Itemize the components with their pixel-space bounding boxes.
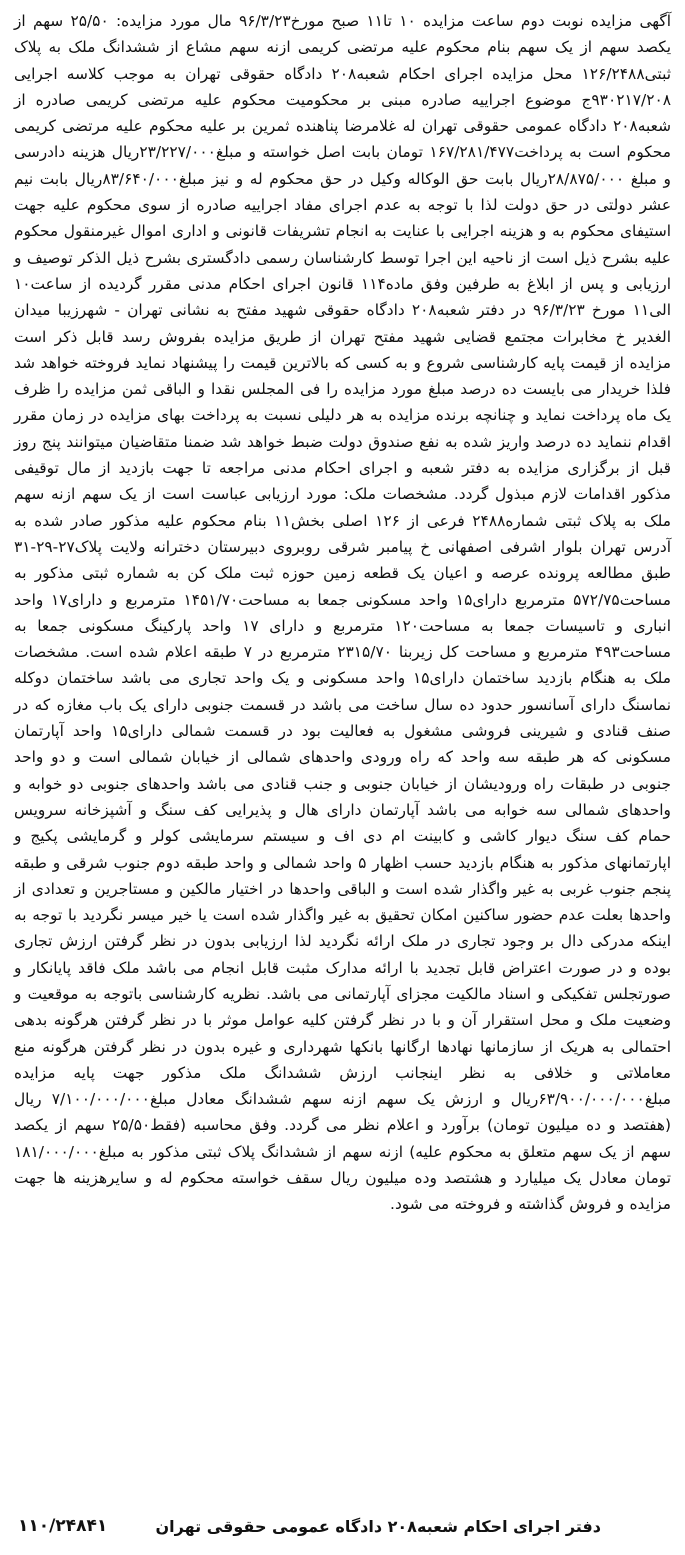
notice-body: آگهی مزایده نوبت دوم ساعت مزایده ۱۰ تا۱۱ صبح مورخ۹۶/۳/۲۳ مال مورد مزایده: ۲۵/۵۰ سهم از یکصد سهم از یک سهم بنام محکوم علیه مرتضی کریمی ازنه سهم مشاع از ششدانگ ملک به پلاک ثبتی۱۲۶/۲۴۸۸ محل مزایده اجرای احکام شعبه۲۰۸ دادگاه حقوقی تهران به موجب کلاسه اجرایی ۹۳۰۲۱۷/۲۰۸ج موضوع اجراییه صادره مبنی بر محکومیت محکوم علیه مرتضی کریمی صادره از شعبه۲۰۸ دادگاه عمومی حقوقی تهران له غلامرضا پناهنده ثمرین بر علیه محکوم علیه مرتضی کریمی محکوم است به پرداخت۱۶۷/۲۸۱/۴۷۷ تومان بابت اصل خواسته و مبلغ۲۳/۲۲۷/۰۰۰ریال هزینه دادرسی و مبلغ ۲۸/۸۷۵/۰۰۰ریال بابت حق الوکاله وکیل در حق محکوم له و نیز مبلغ۸۳/۶۴۰/۰۰۰ریال بابت نیم عشر دولتی در حق دولت لذا با توجه به عدم اجرای مفاد اجراییه صادره از سوی محکوم علیه جهت استیفای محکوم به و هزینه اجرایی با عنایت به انجام تشریفات قانونی و اداری اموال غیرمنقول محکوم علیه بشرح ذیل است از ناحیه این اجرا توسط کارشناسان رسمی دادگستری بشرح ذیل الذکر توصیف و ارزیابی و پس از ابلاغ به طرفین وفق ماده۱۱۴ قانون اجرای احکام مدنی مقرر گردیده از ساعت۱۰ الی۱۱ مورخ ۹۶/۳/۲۳ در دفتر شعبه۲۰۸ دادگاه حقوقی شهید مفتح به نشانی تهران - شهرزیبا میدان الغدیر خ مخابرات مجتمع قضایی شهید مفتح تهران از طریق مزایده بفروش رسد قابل ذکر است مزایده از قیمت پایه کارشناسی شروع و به کسی که بالاترین قیمت را پیشنهاد نماید فروخته خواهد شد فلذا خریدار می بایست ده درصد مبلغ مورد مزایده را فی المجلس نقدا و الباقی ثمن مزایده را ظرف یک ماه پرداخت نماید و چنانچه برنده مزایده به هر دلیلی نسبت به پرداخت بهای مزایده در زمان مقرر اقدام ننماید ده درصد واریز شده به نفع صندوق دولت ضبط خواهد شد ضمنا متقاضیان میتوانند پنج روز قبل از برگزاری مزایده به دفتر شعبه و اجرای احکام مدنی مراجعه تا جهت بازدید از مال توقیفی مذکور اقدامات لازم مبذول گردد. مشخصات ملک: مورد ارزیابی عباست است از یک سهم ازنه سهم ملک به پلاک ثبتی شماره۲۴۸۸ فرعی از ۱۲۶ اصلی بخش۱۱ بنام محکوم علیه مذکور صادر شده به آدرس تهران بلوار اشرفی اصفهانی خ پیامبر شرقی روبروی دبیرستان دخترانه ولایت پلاک۲۷-۲۹-۳۱ طبق مطالعه پرونده عرصه و اعیان یک قطعه زمین حوزه ثبت ملک کن به شماره ثبتی مذکور به مساحت۵۷۲/۷۵ مترمربع دارای۱۵ واحد مسکونی جمعا به مساحت۱۴۵۱/۷۰ مترمربع و دارای۱۷ واحد انباری و تاسیسات جمعا به مساحت۱۲۰ مترمربع و دارای ۱۷ واحد پارکینگ مسکونی جمعا به مساحت۴۹۳ مترمربع و مساحت کل زیربنا ۲۳۱۵/۷۰ مترمربع در ۷ طبقه اعلام شده است. مشخصات ملک به هنگام بازدید ساختمان دارای۱۵ واحد مسکونی و یک واحد تجاری می باشد ساختمان دوکله نماسنگ دارای آسانسور حدود ده سال ساخت می باشد در قسمت جنوبی دارای یک باب مغازه که در صنف قنادی و شیرینی فروشی مشغول به فعالیت بود در قسمت شمالی دارای۱۵ واحد آپارتمان مسکونی که هر طبقه سه واحد که راه ورودی واحدهای شمالی از خیابان شمالی است و دو واحد جنوبی در طبقات راه ورودیشان از خیابان جنوبی و جنب قنادی می باشد واحدهای جنوبی دو خوابه و واحدهای شمالی سه خوابه می باشد آپارتمان دارای هال و پذیرایی کف سنگ و آشپزخانه سرویس حمام کف سنگ دیوار کاشی و کابینت ام دی اف و سیستم سرمایشی کولر و گرمایشی پکیج و اپارتمانهای مذکور به هنگام بازدید حسب اظهار ۵ واحد شمالی و واحد طبقه دوم جنوب شرقی و طبقه پنجم جنوب غربی به غیر واگذار شده است و الباقی واحدها در اختیار مالکین و مستاجرین و تعدادی از واحدها بعلت عدم حضور ساکنین امکان تحقیق به غیر واگذار شده است یا خیر میسر نگردید با توجه به اینکه مدرکی دال بر وجود تجاری در ملک ارائه نگردید لذا ارزیابی بدون در نظر گرفتن ارزش تجاری بوده و در صورت اعتراض قابل تجدید با ارائه مدارک مثبت قابل انجام می باشد ملک فاقد پایانکار و صورتجلس تفکیکی و اسناد مالکیت مجزای آپارتمانی می باشد. نظریه کارشناسی باتوجه به موقعیت و وضعیت ملک و محل استقرار آن و با در نظر گرفتن کلیه عوامل موثر با در نظر گرفتن هرگونه بدهی احتمالی به هریک از سازمانها نهادها ارگانها بانکها شهرداری و غیره بدون در نظر گرفتن هرگونه منع معاملاتی و خلافی به نظر اینجانب ارزش ششدانگ ملک مذکور جهت پایه مزایده مبلغ۶۳/۹۰۰/۰۰۰/۰۰۰ریال و ارزش یک سهم ازنه سهم ششدانگ معادل مبلغ۷/۱۰۰/۰۰۰/۰۰۰ ریال (هفتصد و ده میلیون تومان) برآورد و اعلام نظر می گردد. وفق محاسبه (فقط۲۵/۵۰ سهم از یکصد سهم از یک سهم متعلق به محکوم علیه) ازنه سهم از ششدانگ پلاک ثبتی مذکور به مبلغ۱۸۱/۰۰۰/۰۰۰ تومان معادل یک میلیارد و هشتصد وده میلیون ریال سقف خواسته محکوم له و سایرهزینه ها جهت مزایده و فروش گذاشته و فروخته می شود. (14, 12, 671, 1214)
footer-number: ۱۱۰/۲۴۸۴۱ (18, 1516, 108, 1536)
auction-notice (14, 8, 671, 1545)
notice-footer (14, 1513, 671, 1539)
footer-office: دفتر اجرای احکام شعبه۲۰۸ دادگاه عمومی حقوقی تهران (155, 1516, 601, 1536)
